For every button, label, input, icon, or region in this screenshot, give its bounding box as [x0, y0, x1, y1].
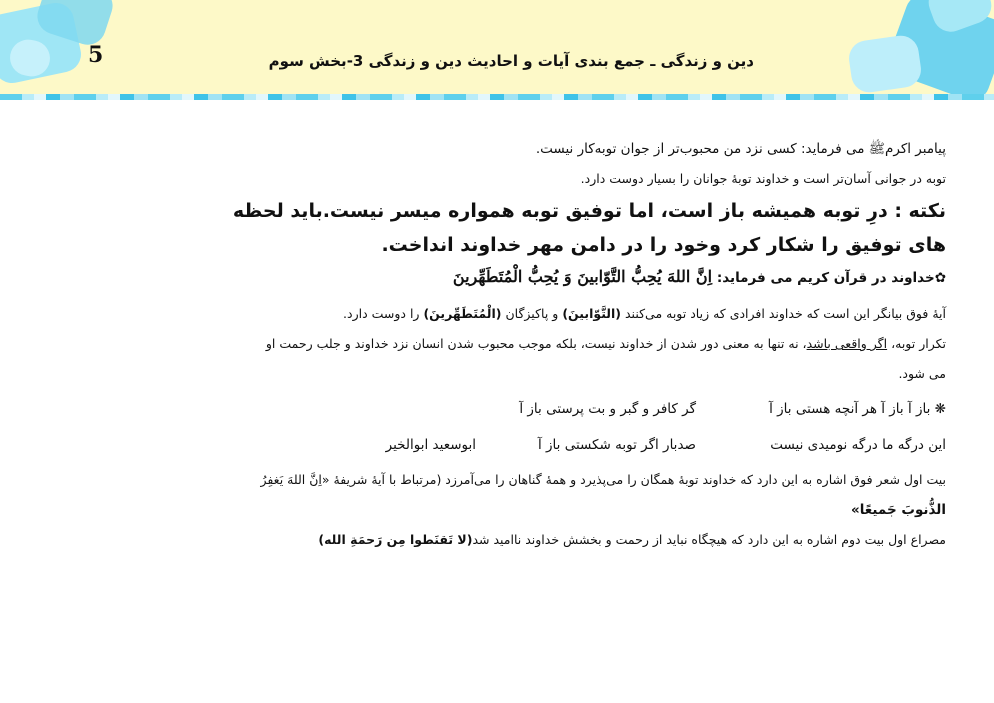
text-line: [40, 525, 946, 555]
text-span: مصراع اول بیت دوم اشاره به این دارد که هیچگاه نباید از رحمت و بخشش خداوند ناامید شد: [472, 532, 946, 547]
swirl-bullet-icon: ✿: [934, 270, 946, 286]
text-span: را دوست دارد.: [343, 306, 424, 321]
text-line: می شود.: [898, 366, 946, 381]
poet-name: ابوسعید ابوالخیر: [385, 437, 476, 453]
poem-row-2: [40, 427, 946, 463]
poem-hemistich: گر کافر و گبر و بت پرستی باز آ: [519, 401, 696, 417]
header-band: [0, 94, 994, 100]
poem-hemistich: صدبار اگر توبه شکستی باز آ: [537, 437, 696, 453]
text-line: بیت اول شعر فوق اشاره به این دارد که خداوند توبهٔ همگان را می‌پذیرد و همهٔ گناهان را می‌آمرزد (مرتباط با آیهٔ شریفهٔ «اِنَّ اللهَ یَغفِرُ: [260, 472, 946, 487]
verse-continuation: الذُّنوبَ جَمیعًا»: [851, 502, 946, 518]
page-header: [0, 0, 994, 100]
note-line-1: نکته : درِ توبه همیشه باز است، اما توفیق توبه همواره میسر نیست.باید لحظه: [232, 200, 946, 222]
page-number: 5: [88, 42, 104, 68]
repentance-line: [40, 329, 946, 359]
document-body: [40, 134, 946, 555]
poem-hemistich: ❋ باز آ باز آ هر آنچه هستی باز آ: [769, 401, 946, 417]
poem-row-1: [40, 391, 946, 427]
underlined-phrase: اگر واقعی باشد: [806, 336, 888, 351]
text-span: ، نه تنها به معنی دور شدن از خداوند نیست، بلکه موجب محبوب شدن انسان نزد خداوند و جلب رحمت او: [265, 336, 807, 351]
quran-prefix: خداوند در قرآن کریم می فرماید:: [716, 270, 935, 286]
note-line-2: های توفیق را شکار کرد وخود را در دامن مهر خداوند انداخت.: [381, 234, 946, 256]
explanation-line: [40, 299, 946, 329]
decorative-shape: [847, 33, 924, 94]
quran-line: [40, 262, 946, 293]
text-span: و پاکیزگان: [501, 306, 563, 321]
text-span: تکرار توبه،: [887, 336, 946, 351]
page-title: دین و زندگی ـ جمع بندی آیات و احادیث دین و زندگی 3-بخش سوم: [268, 52, 754, 70]
text-line: توبه در جوانی آسان‌تر است و خداوند توبهٔ جوانان را بسیار دوست دارد.: [580, 171, 946, 186]
quran-verse: اِنَّ اللهَ یُحِبُّ التَّوّابینَ وَ یُحِبُّ الْمُتَطَهِّرینَ: [452, 267, 713, 286]
quoted-verse: (لا تَقنَطوا مِن رَحمَةِ الله): [318, 532, 473, 547]
text-span: آیهٔ فوق بیانگر این است که خداوند افرادی که زیاد توبه می‌کنند: [624, 306, 946, 321]
hadith-line: پیامبر اکرمﷺ می فرماید: کسی نزد من محبوب‌تر از جوان توبه‌کار نیست.: [535, 141, 946, 157]
quoted-term: (الْمُتَطَهِّرینَ): [423, 306, 502, 321]
quoted-term: (التَّوّابینَ): [562, 306, 621, 321]
poem-hemistich: این درگه ما درگه نومیدی نیست: [770, 437, 946, 453]
